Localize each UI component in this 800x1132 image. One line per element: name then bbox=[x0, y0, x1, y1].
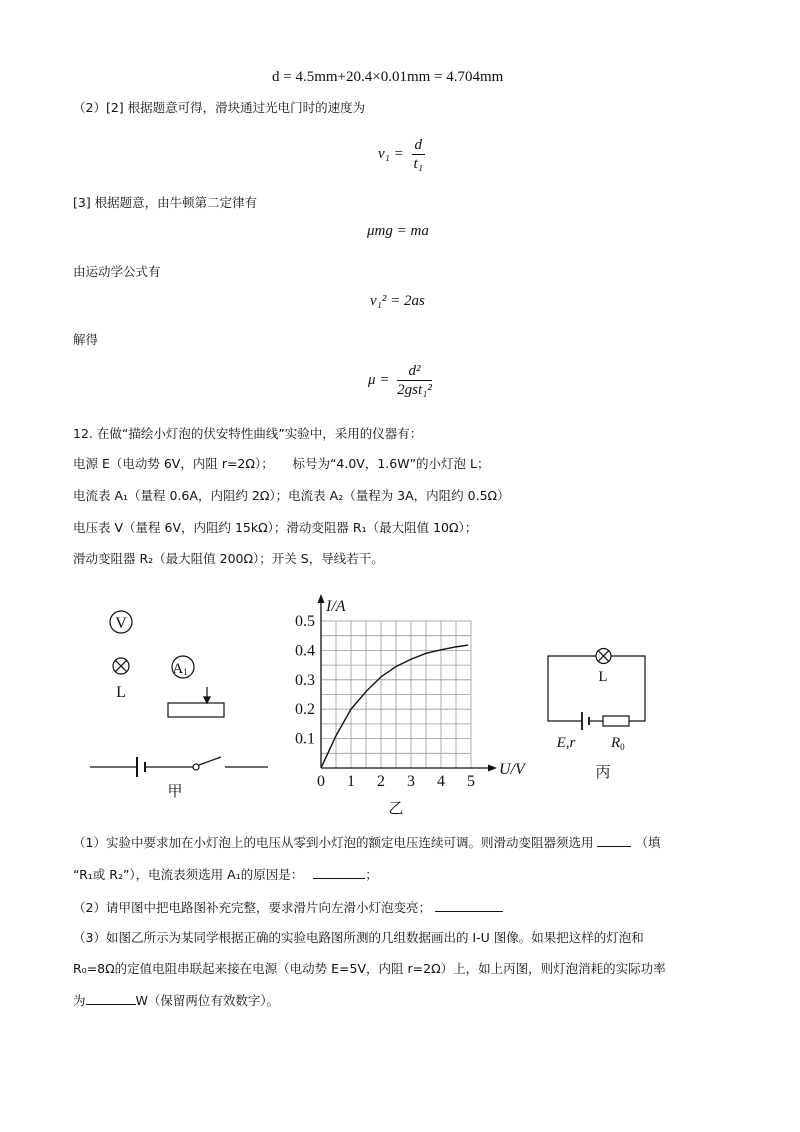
battery-icon bbox=[582, 712, 603, 730]
mu-lhs: μ = bbox=[368, 371, 390, 388]
y-axis-label: I/A bbox=[326, 598, 346, 615]
x-tick-label: 1 bbox=[347, 773, 355, 790]
q1-line2 bbox=[73, 866, 378, 883]
q1-text-a: （1）实验中要求加在小灯泡上的电压从零到小灯泡的额定电压连续可调。则滑动变阻器须选用 bbox=[73, 835, 594, 850]
y-tick-label: 0.4 bbox=[295, 642, 315, 660]
caption-bing: 丙 bbox=[595, 765, 611, 781]
source-label: E,r bbox=[556, 735, 576, 751]
figure-jia bbox=[90, 611, 268, 800]
q3-text-c: 为 bbox=[73, 993, 86, 1008]
q1-blank-reason[interactable] bbox=[313, 866, 365, 879]
y-tick-label: 0.2 bbox=[295, 701, 315, 719]
equipment-line: 电流表 A₁（量程 0.6A，内阻约 2Ω）；电流表 A₂（量程为 3A，内阻约 0.5Ω） bbox=[73, 488, 510, 503]
lamp-icon bbox=[113, 658, 129, 674]
equipment-line: 滑动变阻器 R₂（最大阻值 200Ω）；开关 S，导线若干。 bbox=[73, 551, 384, 566]
x-tick-label: 2 bbox=[377, 773, 385, 790]
voltmeter-label: V bbox=[115, 615, 127, 632]
equation-newton: μmg = ma bbox=[367, 223, 429, 239]
q3-line3 bbox=[73, 992, 279, 1009]
x-axis-label: U/V bbox=[499, 761, 525, 778]
y-tick-label: 0.5 bbox=[295, 613, 315, 630]
x-tick-label: 4 bbox=[437, 773, 445, 790]
resistor-label: $R_0$ bbox=[611, 735, 625, 752]
q3-line2: R₀=8Ω的定值电阻串联起来接在电源（电动势 E=5V，内阻 r=2Ω）上，如上丙图，则灯泡消耗的实际功率 bbox=[73, 961, 666, 976]
v1-numerator: d bbox=[412, 136, 426, 155]
q1-text-d: ； bbox=[365, 867, 378, 882]
chart-iu bbox=[295, 594, 527, 790]
q1-line1 bbox=[73, 834, 660, 851]
y-axis-arrow-icon bbox=[318, 594, 325, 603]
step3-text: [3] 根据题意，由牛顿第二定律有 bbox=[73, 195, 258, 210]
q2-line bbox=[73, 899, 503, 916]
q1-blank-rheostat[interactable] bbox=[597, 834, 631, 847]
step2-text: （2）[2] 根据题意可得，滑块通过光电门时的速度为 bbox=[73, 100, 366, 115]
battery-switch-wire bbox=[90, 757, 268, 777]
q3-line1: （3）如图乙所示为某同学根据正确的实验电路图所测的几组数据画出的 I-U 图像。如果把这样的灯泡和 bbox=[73, 930, 644, 945]
figure-bing bbox=[548, 649, 645, 782]
rheostat-icon bbox=[168, 687, 224, 717]
v1-denominator: t₁ bbox=[413, 156, 423, 172]
resistor-icon bbox=[603, 716, 629, 726]
kinematics-text: 由运动学公式有 bbox=[73, 264, 161, 279]
solve-text: 解得 bbox=[73, 332, 99, 347]
q2-blank[interactable] bbox=[435, 899, 503, 912]
equipment-line: 电压表 V（量程 6V，内阻约 15kΩ）；滑动变阻器 R₁（最大阻值 10Ω）； bbox=[73, 520, 478, 535]
mu-denominator: 2gst₁² bbox=[397, 382, 432, 398]
equation-d: d = 4.5mm+20.4×0.01mm = 4.704mm bbox=[272, 69, 504, 85]
equation-kinematics: v₁² = 2as bbox=[370, 293, 425, 309]
x-tick-label: 3 bbox=[407, 773, 415, 790]
caption-jia: 甲 bbox=[167, 784, 183, 800]
question-title: 12. 在做“描绘小灯泡的伏安特性曲线”实验中，采用的仪器有： bbox=[73, 426, 423, 441]
lamp-label: L bbox=[598, 669, 608, 685]
lamp-label: L bbox=[116, 684, 126, 701]
lamp-icon bbox=[596, 649, 611, 664]
y-tick-label: 0.1 bbox=[295, 730, 315, 748]
v1-lhs: v₁ = bbox=[378, 145, 404, 162]
ammeter-label: A1 bbox=[172, 661, 188, 677]
q3-text-d: W（保留两位有效数字）。 bbox=[135, 993, 280, 1008]
caption-yi: 乙 bbox=[388, 801, 404, 817]
x-tick-label: 5 bbox=[467, 773, 475, 790]
y-tick-label: 0.3 bbox=[295, 671, 315, 689]
q3-blank-power[interactable] bbox=[86, 992, 136, 1005]
q1-text-b: （填 bbox=[635, 835, 661, 850]
x-axis-arrow-icon bbox=[488, 765, 497, 772]
x-tick-label: 0 bbox=[317, 773, 325, 790]
equipment-line: 电源 E（电动势 6V，内阻 r=2Ω）； 标号为“4.0V，1.6W”的小灯泡 L； bbox=[73, 456, 490, 471]
q1-text-c: “R₁或 R₂”），电流表须选用 A₁的原因是： bbox=[73, 867, 304, 882]
q2-text: （2）请甲图中把电路图补充完整，要求滑片向左滑小灯泡变亮； bbox=[73, 900, 431, 915]
mu-numerator: d² bbox=[397, 362, 432, 381]
series-line-iu bbox=[321, 645, 468, 768]
